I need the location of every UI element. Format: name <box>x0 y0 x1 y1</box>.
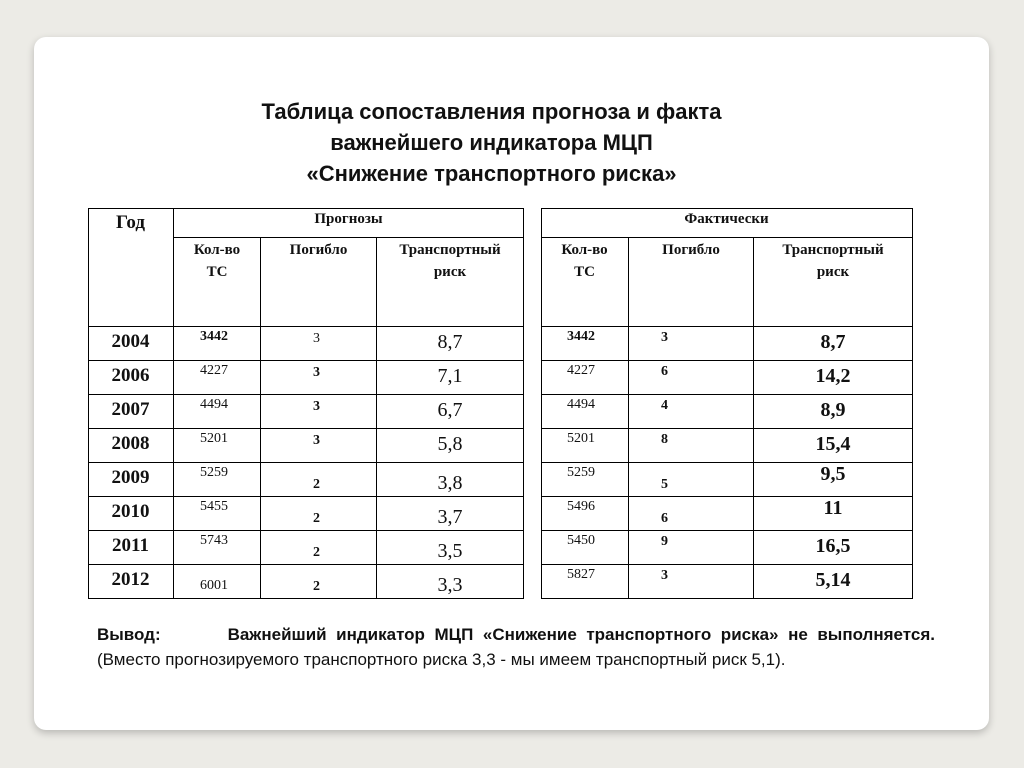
header-forecast-risk-text: риск <box>433 264 467 280</box>
year-cell-text: 2012 <box>111 569 150 590</box>
year-cell <box>88 463 174 497</box>
forecast-vehicles-cell-text: 5455 <box>200 499 228 514</box>
forecast-risk-cell-text: 3,7 <box>437 506 463 528</box>
actual-risk-cell-text: 5,14 <box>815 569 851 591</box>
forecast-risk-cell-text: 3,3 <box>437 574 463 596</box>
header-forecast-text: Прогнозы <box>314 211 383 227</box>
actual-risk-cell <box>754 361 913 395</box>
forecast-vehicles-cell-text: 3442 <box>200 329 228 344</box>
actual-risk-cell-text: 8,9 <box>820 399 846 421</box>
actual-killed-cell-text: 4 <box>661 398 668 413</box>
year-cell <box>88 497 174 531</box>
year-cell-text: 2011 <box>112 535 149 556</box>
year-cell-text: 2010 <box>111 501 150 522</box>
forecast-vehicles-cell-text: 5201 <box>200 431 228 446</box>
actual-vehicles-cell <box>541 327 629 361</box>
header-actual-risk-text: риск <box>816 264 850 280</box>
forecast-risk-cell <box>377 327 524 361</box>
actual-killed-cell-text: 9 <box>661 534 668 549</box>
actual-killed-cell-text: 3 <box>661 330 668 345</box>
forecast-killed-cell <box>261 429 377 463</box>
forecast-vehicles-cell <box>174 429 261 463</box>
header-actual <box>541 208 913 238</box>
forecast-killed-cell <box>261 361 377 395</box>
actual-vehicles-cell <box>541 565 629 599</box>
header-forecast-vehicles-text: Кол-во <box>193 242 241 258</box>
forecast-risk-cell-text: 3,5 <box>437 540 463 562</box>
forecast-vehicles-cell <box>174 361 261 395</box>
actual-killed-cell-text: 6 <box>661 364 668 379</box>
year-cell-text: 2004 <box>111 331 150 352</box>
conclusion <box>97 622 935 672</box>
forecast-killed-cell-text: 3 <box>313 331 320 346</box>
forecast-risk-cell-text: 5,8 <box>437 433 463 455</box>
forecast-killed-cell-text: 2 <box>313 545 320 560</box>
forecast-risk-cell <box>377 497 524 531</box>
actual-risk-cell-text: 9,5 <box>820 463 846 485</box>
header-actual-vehicles-text: Кол-во <box>561 242 608 258</box>
actual-killed-cell <box>629 565 754 599</box>
forecast-risk-cell <box>377 463 524 497</box>
header-actual-risk-text: Транспортный <box>782 242 884 258</box>
actual-vehicles-cell-text: 5259 <box>567 465 595 480</box>
actual-vehicles-cell <box>541 531 629 565</box>
header-actual-vehicles-text: ТС <box>574 264 595 280</box>
title-line-1: Таблица сопоставления прогноза и факта <box>261 99 722 124</box>
header-forecast-vehicles-text: ТС <box>206 264 228 280</box>
actual-vehicles-cell-text: 4227 <box>567 363 595 378</box>
forecast-killed-cell-text: 3 <box>313 399 320 414</box>
header-actual-vehicles <box>541 238 629 327</box>
year-cell <box>88 565 174 599</box>
actual-risk-cell-text: 8,7 <box>820 331 846 353</box>
forecast-risk-cell-text: 3,8 <box>437 472 463 494</box>
actual-risk-cell-text: 16,5 <box>815 535 851 557</box>
year-cell <box>88 361 174 395</box>
conclusion-explanation: (Вместо прогнозируемого транспортного риска 3,3 - мы имеем транспортный риск 5,1). <box>97 650 786 669</box>
actual-risk-cell <box>754 395 913 429</box>
forecast-risk-cell-text: 7,1 <box>437 365 463 387</box>
actual-vehicles-cell-text: 4494 <box>567 397 595 412</box>
forecast-killed-cell-text: 2 <box>313 477 320 492</box>
title-line-3: «Снижение транспортного риска» <box>306 161 677 186</box>
year-cell <box>88 531 174 565</box>
header-forecast-risk-text: Транспортный <box>399 242 501 258</box>
actual-killed-cell-text: 8 <box>661 432 668 447</box>
actual-killed-cell-text: 5 <box>661 477 668 492</box>
forecast-vehicles-cell <box>174 531 261 565</box>
forecast-vehicles-cell <box>174 497 261 531</box>
forecast-killed-cell <box>261 531 377 565</box>
forecast-vehicles-cell <box>174 463 261 497</box>
year-cell-text: 2007 <box>111 399 150 420</box>
actual-vehicles-cell-text: 5201 <box>567 431 595 446</box>
forecast-risk-cell <box>377 395 524 429</box>
forecast-risk-cell-text: 8,7 <box>437 331 463 353</box>
actual-risk-cell <box>754 429 913 463</box>
conclusion-label: Вывод: <box>97 625 161 644</box>
actual-vehicles-cell-text: 3442 <box>567 329 595 344</box>
actual-vehicles-cell-text: 5496 <box>567 499 595 514</box>
conclusion-verdict: не выполняется. <box>788 625 935 644</box>
header-forecast-killed-text: Погибло <box>289 242 348 258</box>
actual-killed-cell <box>629 327 754 361</box>
actual-killed-cell <box>629 395 754 429</box>
forecast-vehicles-cell-text: 6001 <box>200 578 228 593</box>
forecast-risk-cell <box>377 361 524 395</box>
header-forecast-killed <box>261 238 377 327</box>
forecast-killed-cell-text: 3 <box>313 433 320 448</box>
title-line-2: важнейшего индикатора МЦП <box>330 130 653 155</box>
header-year-text: Год <box>116 212 145 233</box>
actual-vehicles-cell <box>541 395 629 429</box>
header-actual-text: Фактически <box>684 211 769 227</box>
forecast-killed-cell <box>261 497 377 531</box>
actual-killed-cell-text: 3 <box>661 568 668 583</box>
actual-risk-cell <box>754 531 913 565</box>
forecast-killed-cell-text: 3 <box>313 365 320 380</box>
forecast-vehicles-cell-text: 5259 <box>200 465 228 480</box>
actual-vehicles-cell-text: 5827 <box>567 567 595 582</box>
actual-risk-cell <box>754 497 913 531</box>
forecast-vehicles-cell <box>174 395 261 429</box>
actual-vehicles-cell <box>541 361 629 395</box>
actual-vehicles-cell-text: 5450 <box>567 533 595 548</box>
forecast-risk-cell <box>377 565 524 599</box>
slide-title <box>34 96 949 189</box>
actual-risk-cell-text: 11 <box>823 497 843 519</box>
year-cell-text: 2009 <box>111 467 150 488</box>
actual-vehicles-cell <box>541 497 629 531</box>
actual-killed-cell-text: 6 <box>661 511 668 526</box>
forecast-risk-cell <box>377 429 524 463</box>
actual-risk-cell-text: 14,2 <box>815 365 851 387</box>
comparison-table <box>88 208 913 599</box>
year-cell <box>88 429 174 463</box>
actual-killed-cell <box>629 361 754 395</box>
forecast-vehicles-cell-text: 4227 <box>200 363 228 378</box>
actual-killed-cell <box>629 429 754 463</box>
header-actual-killed-text: Погибло <box>662 242 720 258</box>
year-cell <box>88 395 174 429</box>
forecast-killed-cell <box>261 327 377 361</box>
year-cell-text: 2006 <box>111 365 150 386</box>
forecast-killed-cell <box>261 395 377 429</box>
forecast-vehicles-cell-text: 5743 <box>200 533 228 548</box>
header-forecast-risk <box>377 238 524 327</box>
forecast-killed-cell <box>261 463 377 497</box>
actual-vehicles-cell <box>541 463 629 497</box>
forecast-vehicles-cell <box>174 565 261 599</box>
forecast-vehicles-cell <box>174 327 261 361</box>
forecast-risk-cell-text: 6,7 <box>437 399 463 421</box>
forecast-killed-cell-text: 2 <box>313 579 320 594</box>
conclusion-indicator: Важнейший индикатор МЦП «Снижение транспортного риска» <box>227 625 779 644</box>
actual-risk-cell-text: 15,4 <box>815 433 851 455</box>
actual-killed-cell <box>629 531 754 565</box>
forecast-risk-cell <box>377 531 524 565</box>
actual-vehicles-cell <box>541 429 629 463</box>
header-actual-killed <box>629 238 754 327</box>
actual-killed-cell <box>629 463 754 497</box>
actual-risk-cell <box>754 463 913 497</box>
header-year <box>88 208 174 327</box>
header-forecast-vehicles <box>174 238 261 327</box>
actual-killed-cell <box>629 497 754 531</box>
header-actual-risk <box>754 238 913 327</box>
forecast-killed-cell <box>261 565 377 599</box>
header-forecast <box>174 208 524 238</box>
forecast-killed-cell-text: 2 <box>313 511 320 526</box>
actual-risk-cell <box>754 565 913 599</box>
year-cell <box>88 327 174 361</box>
actual-risk-cell <box>754 327 913 361</box>
forecast-vehicles-cell-text: 4494 <box>200 397 228 412</box>
year-cell-text: 2008 <box>111 433 150 454</box>
